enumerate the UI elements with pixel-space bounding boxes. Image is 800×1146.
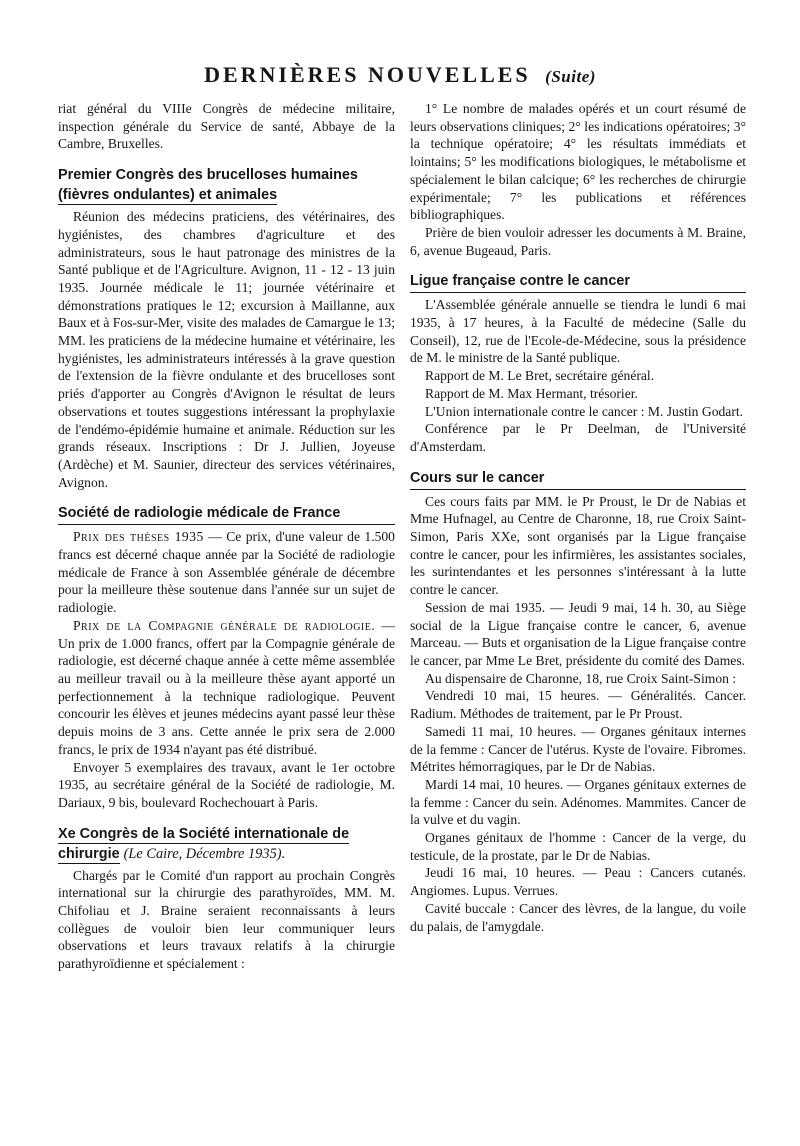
- ligue-paragraph-1: L'Assemblée générale annuelle se tiendra le lundi 6 mai 1935, à 17 heures, à la Faculté de médecine (Salle du Conseil), 12, rue de l'Ecole-de-Médecine, sous la présidence de M. le ministre de la Santé publique.: [410, 297, 746, 366]
- page-header: [0, 62, 800, 88]
- cours-paragraph-2: Session de mai 1935. — Jeudi 9 mai, 14 h. 30, au Siège social de la Ligue française contre le cancer, 6, avenue Marceau. — Buts et organisation de la Ligue française contre le cancer, par Mme Le Bret, présidente du comité des Dames.: [410, 599, 746, 668]
- cours-paragraph-4: Vendredi 10 mai, 15 heures. — Généralités. Cancer. Radium. Méthodes de traitement, par le Pr Proust.: [410, 688, 746, 722]
- section-title-ligue: Ligue française contre le cancer: [410, 271, 746, 293]
- section-title-brucelloses: Premier Congrès des brucelloses humaines (fièvres ondulantes) et animales: [58, 167, 358, 204]
- section-title-radiologie: Société de radiologie médicale de France: [58, 503, 395, 525]
- ligue-paragraph-3: Rapport de M. Max Hermant, trésorier.: [425, 385, 638, 401]
- header-suite: (Suite): [545, 67, 596, 86]
- cours-paragraph-3: Au dispensaire de Charonne, 18, rue Croix Saint-Simon :: [425, 670, 737, 686]
- ligue-paragraph-5: Conférence par le Pr Deelman, de l'Université d'Amsterdam.: [410, 421, 746, 454]
- intro-paragraph: riat général du VIIIe Congrès de médecine militaire, inspection générale du Service de santé, Abbaye de la Cambre, Bruxelles.: [58, 101, 395, 152]
- header-title: DERNIÈRES NOUVELLES: [204, 62, 531, 87]
- cours-paragraph-7: Organes génitaux de l'homme : Cancer de la verge, du testicule, de la prostate, par le Dr de Nabias.: [410, 830, 746, 863]
- numbered-list-paragraph: 1° Le nombre de malades opérés et un court résumé de leurs observations cliniques; 2° les indications opératoires; 3° la technique opératoire; 4° les résultats immédiats et lointains; 5° les modifications biologiques, le métabolisme et spécialement le bilan calcique; 6° les recherches de chirurgie expérimentale; 7° les publications et références bibliographiques.: [410, 101, 746, 223]
- request-paragraph: Prière de bien vouloir adresser les documents à M. Braine, 6, avenue Bugeaud, Paris.: [410, 224, 746, 258]
- cours-paragraph-5: Samedi 11 mai, 10 heures. — Organes génitaux internes de la femme : Cancer de l'utérus. Kyste de l'ovaire. Fibromes. Métrites hémorragiques, par le Dr de Nabias.: [410, 723, 746, 775]
- radiologie-paragraph-1: Prix des thèses 1935 — Ce prix, d'une valeur de 1.500 francs est décerné chaque année par la Société de radiologie médicale de France à son Assemblée générale de décembre pour la meilleure thèse soutenue dans l'année sur un sujet de radiologie.: [58, 529, 395, 616]
- section-title-congres-chirurgie: Xe Congrès de la Société internationale de chirurgie (Le Caire, Décembre 1935).: [58, 825, 350, 862]
- section-title-cours: Cours sur le cancer: [410, 468, 746, 490]
- brucelloses-body: Réunion des médecins praticiens, des vétérinaires, des hygiénistes, des chambres d'agriculture et des administrateurs, sous le haut patronage des ministres de la Santé publique et de l'Agriculture. Avignon, 11 - 12 - 13 juin 1935. Journée médicale le 11; journée vétérinaire et démonstrations pratiques le 12; excursion à Maillanne, aux Baux et à Fos-sur-Mer, visite des malades de Camargue le 13; MM. les praticiens de la médecine humaine et vétérinaire, les hygiénistes, les administrateurs intéressés à la grave question de l'extension de la fièvre ondulante et des brucelloses sont priés d'apporter au Congrès d'Avignon le résultat de leurs observations et toutes suggestions intéressant la prophylaxie de l'endémo-épidémie humaine et animale. Réduction sur les grands réseaux. Inscriptions : Dr J. Jullien, Joyeuse (Ardèche) et M. Saunier, directeur des services vétérinaires, Avignon.: [58, 209, 395, 490]
- radiologie-paragraph-3: Envoyer 5 exemplaires des travaux, avant le 1er octobre 1935, au secrétaire général de la Société de radiologie, M. Dariaux, 9 bis, boulevard Rochechouart à Paris.: [58, 759, 395, 810]
- congres-chirurgie-body: Chargés par le Comité d'un rapport au prochain Congrès international sur la chirurgie des parathyroïdes, MM. M. Chifoliau et J. Braine seraient reconnaissants à leurs collègues de vouloir bien leur communiquer leurs observations et leurs travaux relatifs à la chirurgie parathyroïdienne et spécialement :: [58, 867, 395, 972]
- right-column: [410, 100, 746, 935]
- ligue-paragraph-4: L'Union internationale contre le cancer : M. Justin Godart.: [425, 403, 744, 419]
- left-column: [58, 100, 395, 973]
- radiologie-paragraph-2: Prix de la Compagnie générale de radiologie. — Un prix de 1.000 francs, offert par la Compagnie générale de radiologie, est décerné chaque année à cette même assemblée au meilleur travail ou à la meilleure thèse ayant apporté un perfectionnement à la technique radiologique. Peuvent concourir les élèves et jeunes médecins ayant passé leur thèse depuis moins de 3 ans. Cette année le prix sera de 2.000 francs, le prix de 1934 n'ayant pas été distribué.: [58, 617, 395, 757]
- cours-paragraph-1: Ces cours faits par MM. le Pr Proust, le Dr de Nabias et Mme Hufnagel, au Centre de Charonne, 18, rue Croix Saint-Simon, Paris XXe, sont organisés par la Ligue française contre le cancer, pour les infirmières, les assistantes sociales, les surintendantes et les personnes s'intéressant à la lutte contre le cancer.: [410, 493, 746, 598]
- ligue-paragraph-2: Rapport de M. Le Bret, secrétaire général.: [425, 368, 655, 384]
- cours-paragraph-8: Jeudi 16 mai, 10 heures. — Peau : Cancers cutanés. Angiomes. Lupus. Verrues.: [410, 865, 746, 899]
- cours-paragraph-6: Mardi 14 mai, 10 heures. — Organes génitaux externes de la femme : Cancer du sein. Adénomes. Mammites. Cancer de la vulve et du vagin.: [410, 776, 746, 828]
- cours-paragraph-9: Cavité buccale : Cancer des lèvres, de la langue, du voile du palais, de l'amygdale.: [410, 900, 746, 934]
